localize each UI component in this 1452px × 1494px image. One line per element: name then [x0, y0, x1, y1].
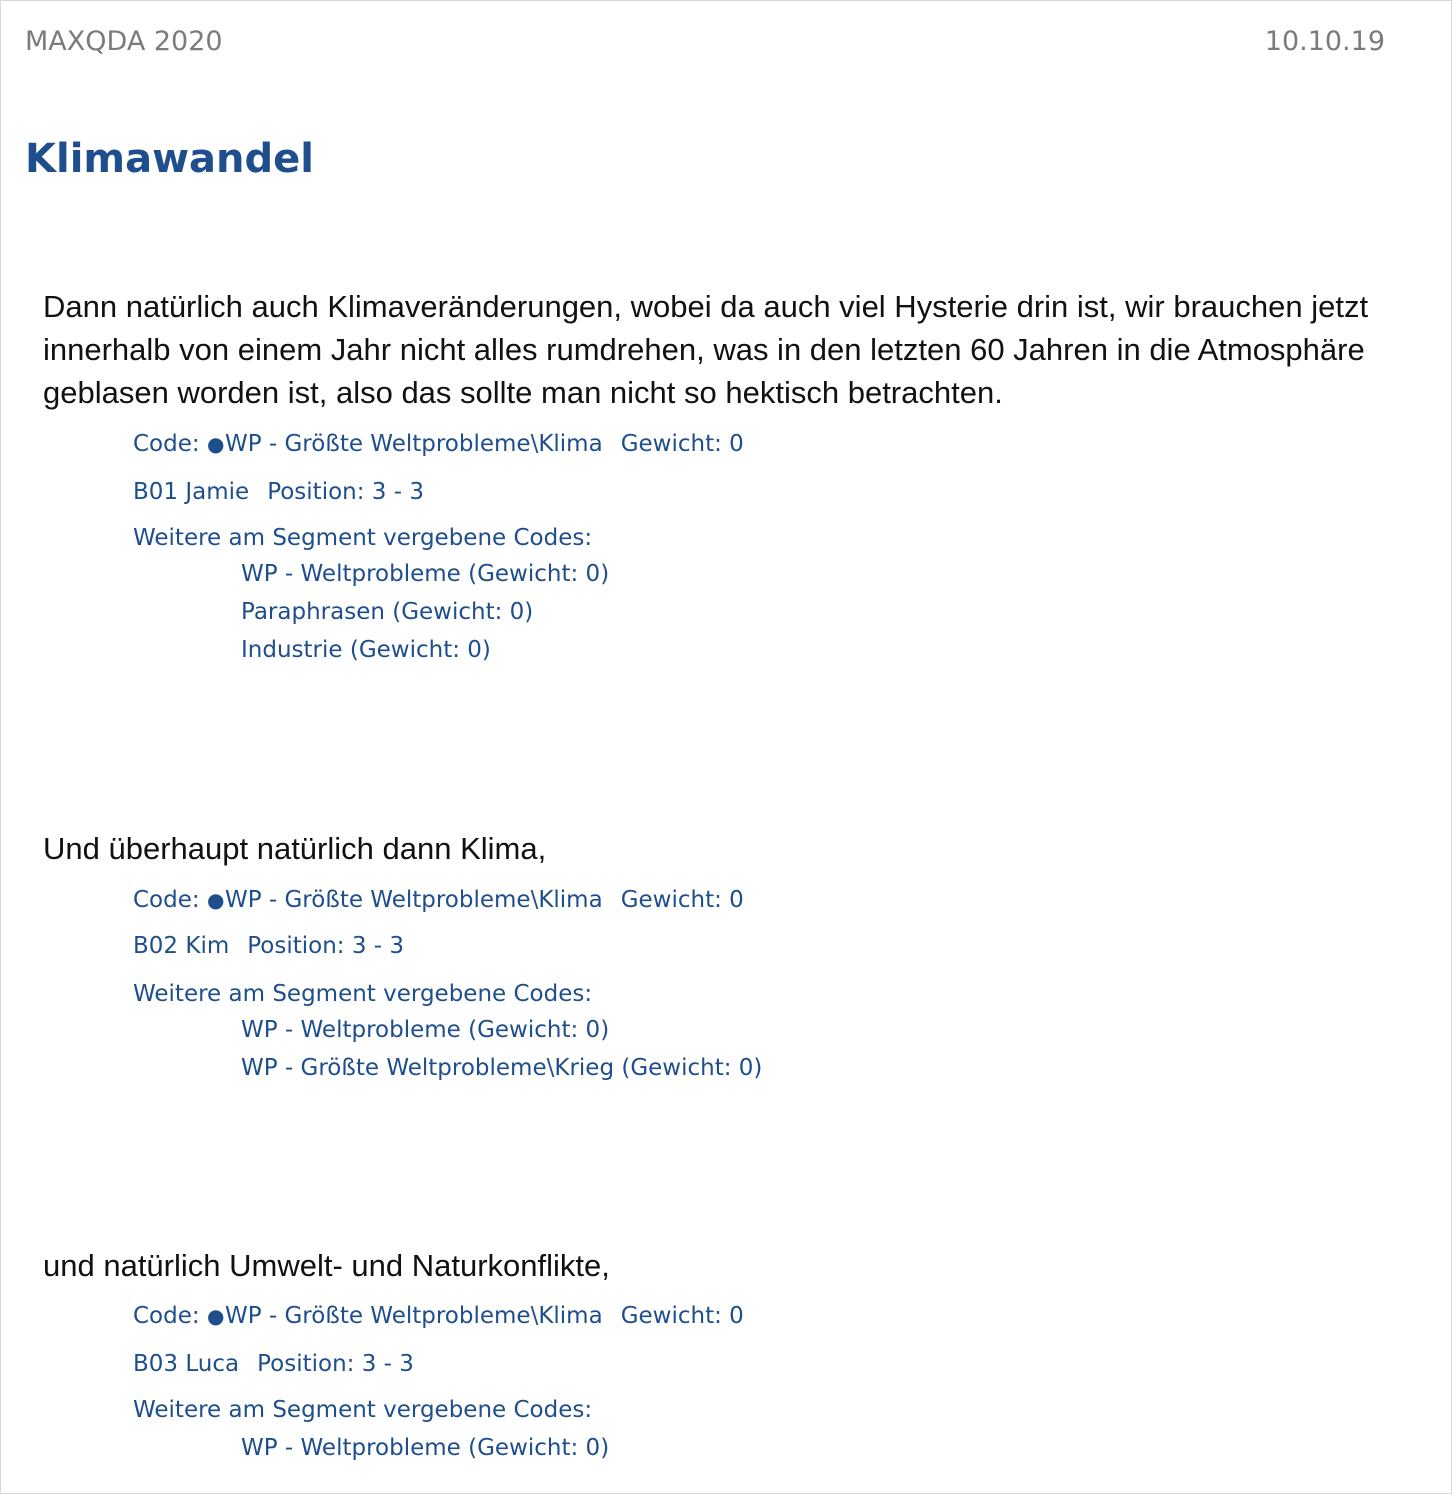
segment-text: und natürlich Umwelt- und Naturkonflikte, [43, 1248, 610, 1283]
other-code-item: WP - Weltprobleme (Gewicht: 0) [241, 561, 610, 587]
segment-code-line [133, 1301, 744, 1331]
code-color-dot-icon: ● [206, 888, 225, 912]
other-codes-label: Weitere am Segment vergebene Codes: [133, 1397, 593, 1423]
segment-text: Und überhaupt natürlich dann Klima, [43, 831, 547, 866]
segment-position: Position: 3 - 3 [257, 1351, 414, 1377]
segment-position: Position: 3 - 3 [267, 479, 424, 505]
document-name: B03 Luca [133, 1351, 240, 1377]
other-code-item: WP - Größte Weltprobleme\Krieg (Gewicht: 0) [241, 1055, 763, 1081]
segment-source-line [133, 931, 404, 961]
segment-code-line [133, 885, 744, 915]
other-code-item: Industrie (Gewicht: 0) [241, 637, 491, 663]
other-codes-label: Weitere am Segment vergebene Codes: [133, 525, 593, 551]
page-title: Klimawandel [25, 136, 314, 182]
segment-source-line [133, 477, 424, 507]
code-name: WP - Größte Weltprobleme\Klima [224, 431, 603, 457]
document-name: B02 Kim [133, 933, 230, 959]
other-codes-list [241, 1433, 609, 1471]
other-code-item: WP - Weltprobleme (Gewicht: 0) [241, 1017, 610, 1043]
code-weight: Gewicht: 0 [620, 887, 744, 913]
other-codes-list [241, 559, 609, 673]
code-weight: Gewicht: 0 [620, 431, 744, 457]
code-color-dot-icon: ● [206, 1304, 225, 1328]
segment-text: Dann natürlich auch Klimaveränderungen, wobei da auch viel Hysterie drin ist, wir brauchen jetzt innerhalb von einem Jahr nicht alles rumdrehen, was in den letzten 60 Jahren in die Atmosphäre geblasen worden ist, also das sollte man nicht so hektisch betrachten. [43, 289, 1369, 410]
code-name: WP - Größte Weltprobleme\Klima [224, 1303, 603, 1329]
segment-position: Position: 3 - 3 [247, 933, 405, 959]
code-weight: Gewicht: 0 [620, 1303, 744, 1329]
code-label: Code: [133, 887, 200, 913]
document-name: B01 Jamie [133, 479, 250, 505]
code-label: Code: [133, 431, 200, 457]
header-date: 10.10.19 [1264, 26, 1385, 57]
other-codes-label: Weitere am Segment vergebene Codes: [133, 981, 593, 1007]
other-codes-list [241, 1015, 762, 1091]
other-code-item: Paraphrasen (Gewicht: 0) [241, 599, 534, 625]
code-color-dot-icon: ● [206, 432, 225, 456]
code-label: Code: [133, 1303, 200, 1329]
header-app-name: MAXQDA 2020 [25, 26, 223, 57]
segment-code-line [133, 429, 744, 459]
code-name: WP - Größte Weltprobleme\Klima [224, 887, 603, 913]
other-code-item: WP - Weltprobleme (Gewicht: 0) [241, 1435, 610, 1461]
segment-source-line [133, 1349, 414, 1379]
